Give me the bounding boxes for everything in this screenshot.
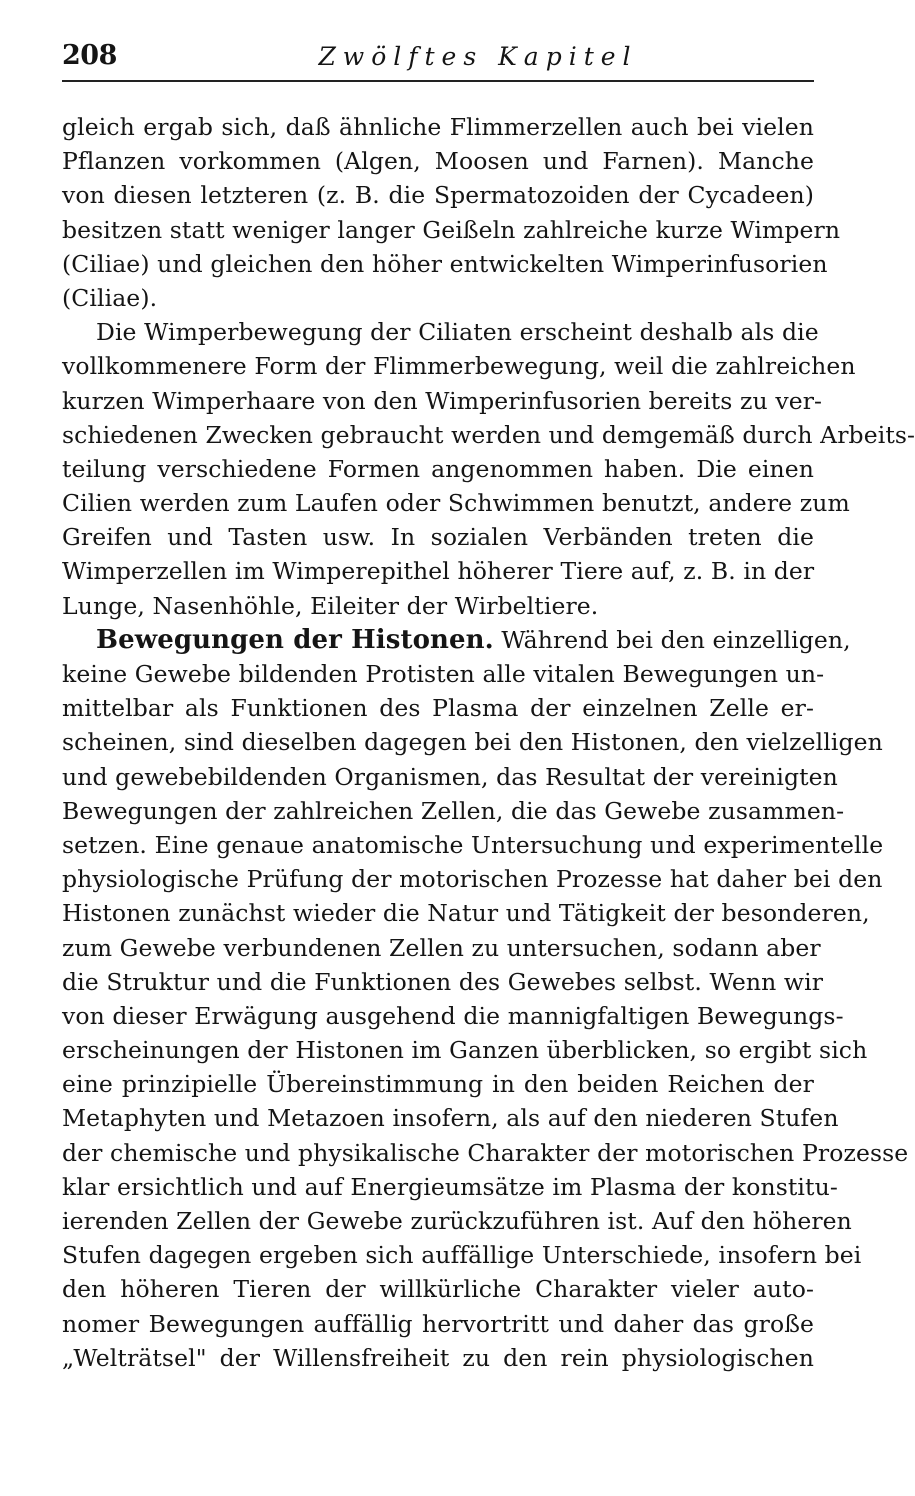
text-line: scheinen, sind dieselben dagegen bei den Histonen, den vielzelligen — [62, 728, 883, 757]
text-line: besitzen statt weniger langer Geißeln zahlreiche kurze Wimpern — [62, 215, 841, 244]
text-line: klar ersichtlich und auf Energieumsätze im Plasma der konstitu- — [62, 1172, 838, 1201]
text-line: Lunge, Nasenhöhle, Eileiter der Wirbeltiere. — [62, 591, 599, 620]
body-text — [62, 110, 915, 1375]
text-line: keine Gewebe bildenden Protisten alle vitalen Bewegungen un- — [62, 660, 825, 688]
text-line: (Ciliae) und gleichen den höher entwickelten Wimperinfusorien — [62, 249, 828, 278]
text-line: von diesen letzteren (z. B. die Spermatozoiden der Cycadeen) — [62, 181, 814, 210]
text-line: Stufen dagegen ergeben sich auffällige Unterschiede, insofern bei — [62, 1241, 862, 1270]
text-line: die Struktur und die Funktionen des Gewebes selbst. Wenn wir — [62, 967, 824, 996]
heading-line-rest: Während bei den einzelligen, — [501, 625, 851, 654]
text-line: vollkommenere Form der Flimmerbewegung, weil die zahlreichen — [62, 352, 856, 381]
text-line: nomer Bewegungen auffällig hervortritt und daher das große — [62, 1309, 814, 1338]
text-line: zum Gewebe verbundenen Zellen zu untersuchen, sodann aber — [62, 933, 821, 962]
text-line: schiedenen Zwecken gebraucht werden und demgemäß durch Arbeits- — [62, 420, 915, 449]
text-line: mittelbar als Funktionen des Plasma der einzelnen Zelle er- — [62, 694, 814, 723]
text-line: ierenden Zellen der Gewebe zurückzuführen ist. Auf den höheren — [62, 1207, 852, 1235]
paragraph-2 — [62, 315, 915, 623]
page-header — [62, 38, 814, 82]
text-line: setzen. Eine genaue anatomische Untersuchung und experimentelle — [62, 830, 884, 859]
text-line: kurzen Wimperhaare von den Wimperinfusorien bereits zu ver- — [62, 386, 823, 415]
text-line: den höheren Tieren der willkürliche Charakter vieler auto- — [62, 1275, 814, 1304]
text-line: Metaphyten und Metazoen insofern, als auf den niederen Stufen — [62, 1104, 839, 1133]
book-page — [62, 38, 915, 1468]
text-line: der chemische und physikalische Charakter der motorischen Prozesse — [62, 1138, 909, 1167]
paragraph-1 — [62, 110, 841, 315]
page-number: 208 — [62, 40, 117, 71]
text-line: und gewebebildenden Organismen, das Resultat der vereinigten — [62, 762, 838, 791]
text-line: Die Wimperbewegung der Ciliaten erscheint deshalb als die — [96, 318, 819, 347]
text-line — [62, 623, 851, 657]
text-line: „Welträtsel" der Willensfreiheit zu den rein physiologischen — [62, 1343, 814, 1372]
text-line: eine prinzipielle Übereinstimmung in den beiden Reichen der — [62, 1070, 814, 1099]
text-line: teilung verschiedene Formen angenommen haben. Die einen — [62, 454, 814, 483]
text-line: Pflanzen vorkommen (Algen, Moosen und Farnen). Manche — [62, 147, 814, 176]
text-line: erscheinungen der Histonen im Ganzen überblicken, so ergibt sich — [62, 1036, 868, 1065]
paragraph-3 — [62, 623, 909, 1375]
text-line: Wimperzellen im Wimperepithel höherer Tiere auf, z. B. in der — [62, 557, 815, 586]
text-line: Greifen und Tasten usw. In sozialen Verbänden treten die — [62, 523, 814, 552]
text-line: von dieser Erwägung ausgehend die mannigfaltigen Bewegungs- — [62, 1001, 844, 1030]
text-line: physiologische Prüfung der motorischen Prozesse hat daher bei den — [62, 865, 883, 894]
section-heading: Bewegungen der Histonen. — [96, 624, 494, 655]
text-line: Cilien werden zum Laufen oder Schwimmen benutzt, andere zum — [62, 489, 850, 518]
text-line: Histonen zunächst wieder die Natur und Tätigkeit der besonderen, — [62, 899, 870, 928]
text-line: gleich ergab sich, daß ähnliche Flimmerzellen auch bei vielen — [62, 113, 814, 141]
running-title: Zwölftes Kapitel — [318, 42, 638, 71]
text-line: Bewegungen der zahlreichen Zellen, die das Gewebe zusammen- — [62, 796, 845, 825]
text-line: (Ciliae). — [62, 283, 158, 312]
